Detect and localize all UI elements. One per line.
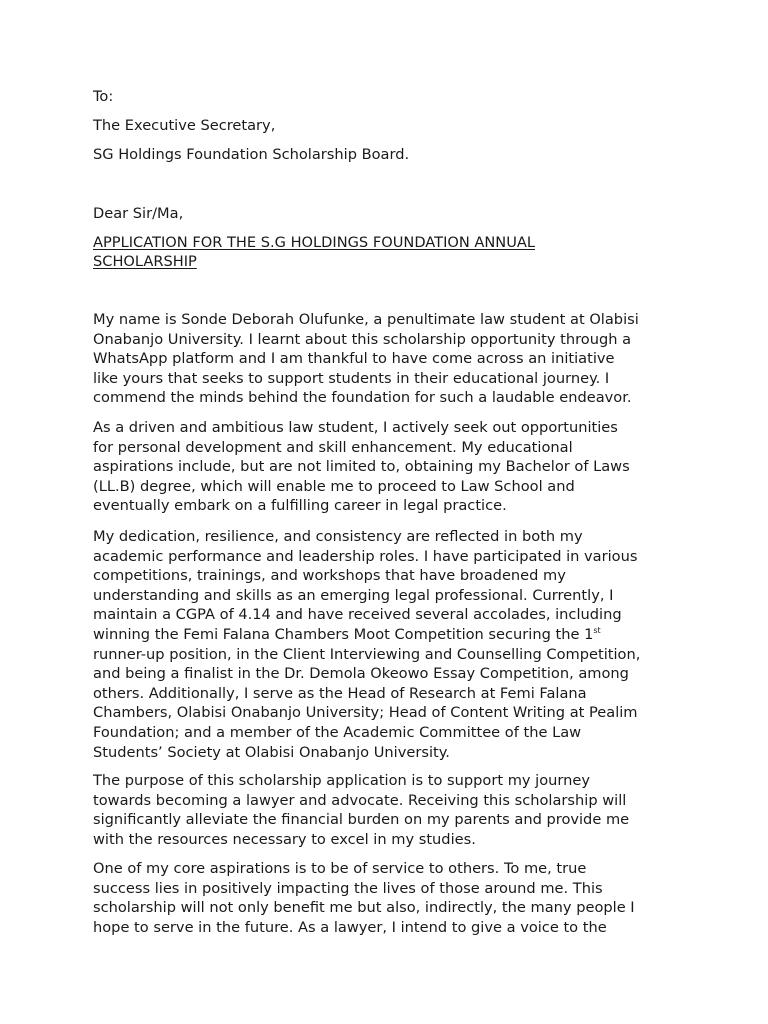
paragraph-1-line: My name is Sonde Deborah Olufunke, a penultimate law student at Olabisi: [93, 311, 639, 328]
paragraph-5-line: success lies in positively impacting the lives of those around me. This: [93, 879, 603, 897]
paragraph-3-line: maintain a CGPA of 4.14 and have received several accolades, including: [93, 606, 622, 624]
paragraph-2-line: for personal development and skill enhancement. My educational: [93, 438, 573, 456]
subject-line-2: SCHOLARSHIP: [93, 253, 197, 270]
recipient-title: The Executive Secretary,: [93, 117, 276, 134]
paragraph-3-line: Foundation; and a member of the Academic Committee of the Law: [93, 724, 582, 741]
paragraph-3-line: understanding and skills as an emerging legal professional. Currently, I: [93, 586, 614, 604]
paragraph-5-line: hope to serve in the future. As a lawyer, I intend to give a voice to the: [93, 918, 607, 936]
paragraph-5-line: One of my core aspirations is to be of service to others. To me, true: [93, 860, 587, 877]
paragraph-2-line: As a driven and ambitious law student, I actively seek out opportunities: [93, 419, 618, 436]
paragraph-3-line: runner-up position, in the Client Interviewing and Counselling Competition,: [93, 645, 641, 663]
paragraph-5-line: scholarship will not only benefit me but also, indirectly, the many people I: [93, 899, 635, 917]
paragraph-1-line: WhatsApp platform and I am thankful to have come across an initiative: [93, 350, 615, 368]
salutation: Dear Sir/Ma,: [93, 205, 184, 222]
paragraph-4-line: significantly alleviate the financial burden on my parents and provide me: [93, 811, 630, 829]
paragraph-4-line: with the resources necessary to excel in my studies.: [93, 830, 476, 848]
recipient-organization: SG Holdings Foundation Scholarship Board.: [93, 146, 410, 163]
subject-line-1: APPLICATION FOR THE S.G HOLDINGS FOUNDATION ANNUAL: [93, 234, 536, 251]
paragraph-1-line: Onabanjo University. I learnt about this scholarship opportunity through a: [93, 330, 632, 348]
paragraph-2-line: eventually embark on a fulfilling career in legal practice.: [93, 497, 507, 515]
paragraph-1-line: like yours that seeks to support students in their educational journey. I: [93, 369, 610, 387]
paragraph-4-line: towards becoming a lawyer and advocate. Receiving this scholarship will: [93, 791, 627, 809]
paragraph-3-line: Chambers, Olabisi Onabanjo University; Head of Content Writing at Pealim: [93, 704, 638, 722]
paragraph-2-line: aspirations include, but are not limited to, obtaining my Bachelor of Laws: [93, 458, 630, 476]
to-label: To:: [93, 88, 114, 105]
paragraph-3-line: others. Additionally, I serve as the Head of Research at Femi Falana: [93, 684, 587, 702]
paragraph-3-line: academic performance and leadership roles. I have participated in various: [93, 547, 638, 565]
paragraph-3-line: My dedication, resilience, and consistency are reflected in both my: [93, 528, 583, 545]
paragraph-3-line: winning the Femi Falana Chambers Moot Competition securing the 1st: [93, 626, 601, 643]
paragraph-1-line: commend the minds behind the foundation for such a laudable endeavor.: [93, 389, 632, 407]
paragraph-3-line: Students’ Society at Olabisi Onabanjo University.: [93, 743, 450, 761]
paragraph-4-line: The purpose of this scholarship application is to support my journey: [93, 772, 591, 789]
paragraph-3-line: and being a finalist in the Dr. Demola Okeowo Essay Competition, among: [93, 665, 629, 683]
paragraph-3-line: competitions, trainings, and workshops that have broadened my: [93, 567, 566, 585]
ordinal-suffix: st: [593, 626, 601, 635]
paragraph-2-line: (LL.B) degree, which will enable me to proceed to Law School and: [93, 477, 575, 495]
